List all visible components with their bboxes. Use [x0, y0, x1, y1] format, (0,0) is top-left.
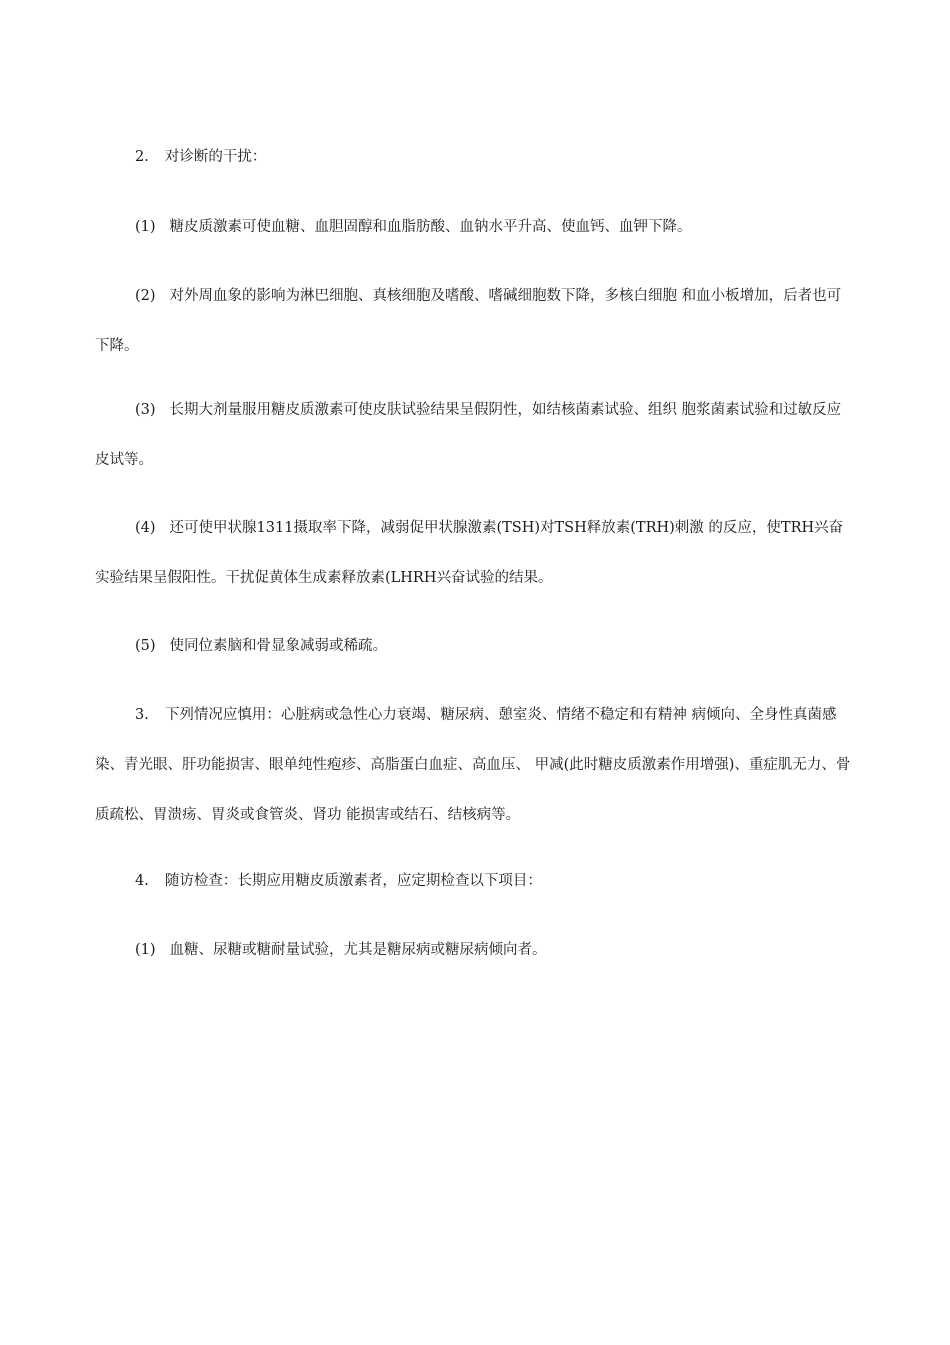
paragraph-section-3 — [95, 690, 855, 840]
paragraph-marker: (2) — [135, 288, 156, 304]
paragraph-item-2-1 — [95, 202, 855, 252]
paragraph-marker: (1) — [135, 942, 156, 958]
paragraph-marker: 3. — [135, 707, 149, 723]
paragraph-marker: 2. — [135, 149, 149, 165]
paragraph-text: 长期大剂量服用糖皮质激素可使皮肤试验结果呈假阴性，如结核菌素试验、组织 胞浆菌素试验和过敏反应皮试等。 — [95, 402, 842, 468]
paragraph-text: 下列情况应慎用：心脏病或急性心力衰竭、糖尿病、憩室炎、情绪不稳定和有精神 病倾向、全身性真菌感染、青光眼、肝功能损害、眼单纯性疱疹、高脂蛋白血症、高血压、 甲减(此时糖皮质激素作用增强)、重症肌无力、骨质疏松、胃溃疡、胃炎或食管炎、肾功 能损害或结石、结核病等。 — [95, 707, 851, 823]
paragraph-text: 随访检查：长期应用糖皮质激素者，应定期检查以下项目： — [164, 873, 542, 889]
paragraph-text: 还可使甲状腺1311摄取率下降，减弱促甲状腺激素(TSH)对TSH释放素(TRH)刺激 的反应，使TRH兴奋实验结果呈假阳性。干扰促黄体生成素释放素(LHRH兴奋试验的结果。 — [95, 520, 844, 586]
paragraph-marker: (4) — [135, 520, 156, 536]
paragraph-item-2-5 — [95, 621, 855, 671]
paragraph-text: 对诊断的干扰： — [164, 149, 267, 165]
paragraph-marker: (5) — [135, 638, 156, 654]
paragraph-section-4 — [95, 856, 855, 906]
paragraph-text: 对外周血象的影响为淋巴细胞、真核细胞及嗜酸、嗜碱细胞数下降，多核白细胞 和血小板增加，后者也可下降。 — [95, 288, 842, 354]
paragraph-item-2-4 — [95, 503, 855, 603]
paragraph-marker: 4. — [135, 873, 149, 889]
paragraph-item-2-3 — [95, 385, 855, 485]
paragraph-text: 血糖、尿糖或糖耐量试验，尤其是糖尿病或糖尿病倾向者。 — [169, 942, 547, 958]
paragraph-item-2-2 — [95, 271, 855, 371]
paragraph-marker: (1) — [135, 219, 156, 235]
paragraph-marker: (3) — [135, 402, 156, 418]
paragraph-text: 使同位素脑和骨显象减弱或稀疏。 — [169, 638, 388, 654]
paragraph-section-2 — [95, 132, 855, 182]
paragraph-text: 糖皮质激素可使血糖、血胆固醇和血脂肪酸、血钠水平升高、使血钙、血钾下降。 — [169, 219, 692, 235]
paragraph-item-4-1 — [95, 925, 855, 975]
